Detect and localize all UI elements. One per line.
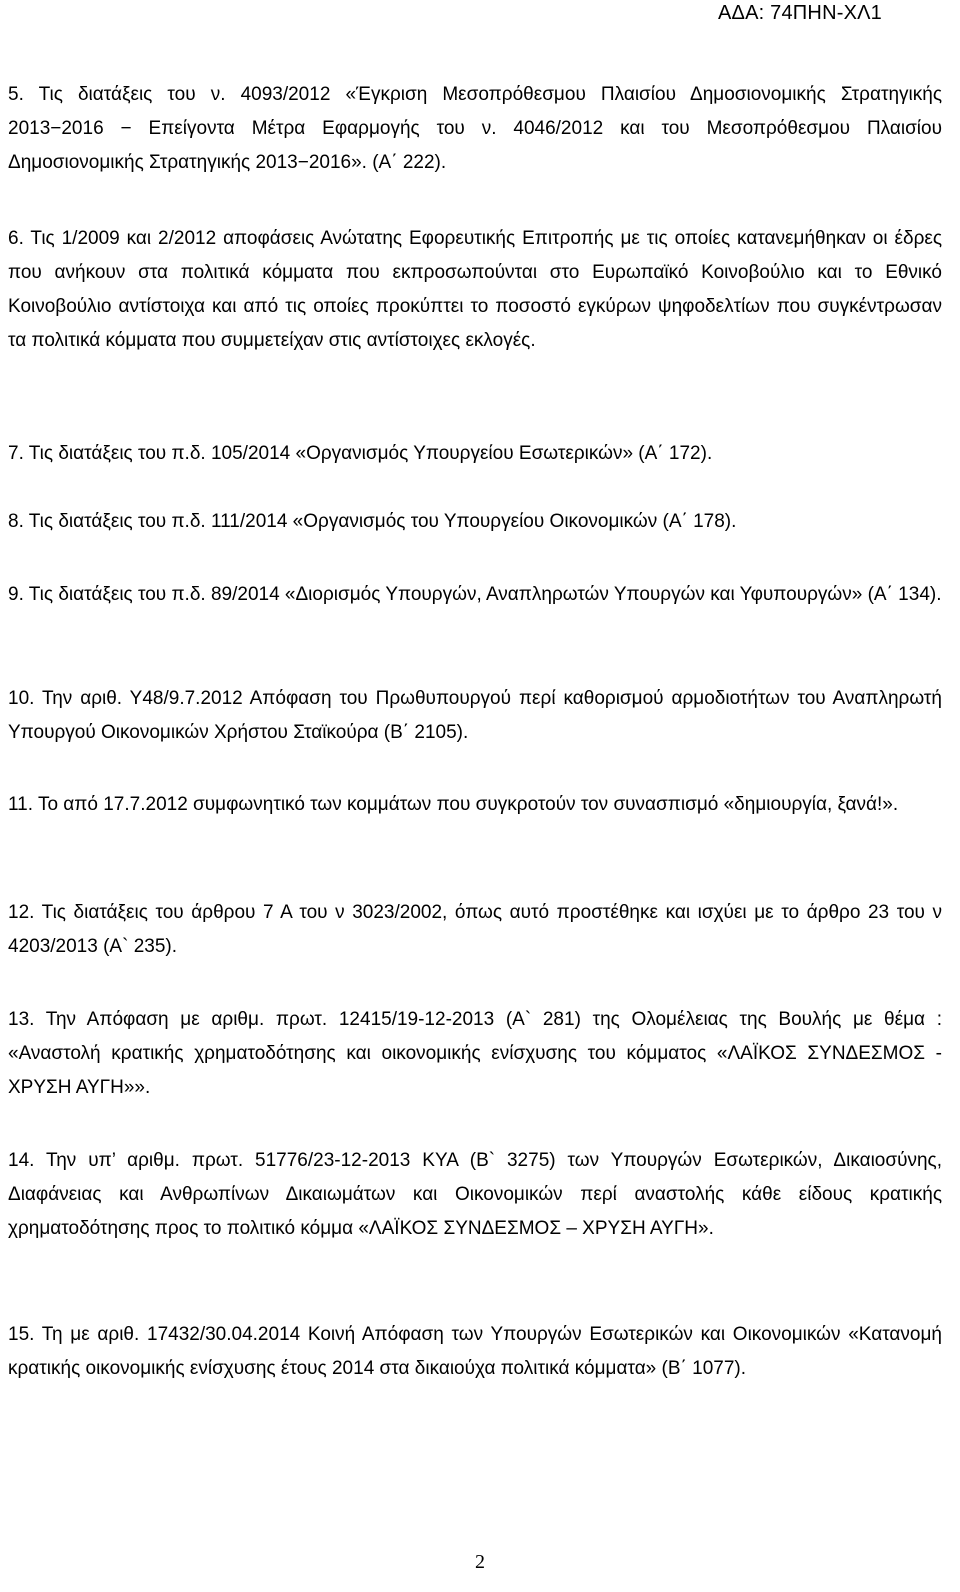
paragraph-10: 10. Την αριθ. Υ48/9.7.2012 Απόφαση του Πρωθυπουργού περί καθορισμού αρμοδιοτήτων του Αναπληρωτή Υπουργού Οικονομικών Χρήστου Σταϊκούρα (Β΄ 2105). xyxy=(8,688,942,743)
paragraph-5: 5. Τις διατάξεις του ν. 4093/2012 «Έγκριση Μεσοπρόθεσμου Πλαισίου Δημοσιονομικής Στρατηγικής 2013−2016 − Επείγοντα Μέτρα Εφαρμογής του ν. 4046/2012 και του Μεσοπρόθεσμου Πλαισίου Δημοσιονομικής Στρατηγικής 2013−2016». (Α΄ 222). xyxy=(8,84,942,173)
paragraph-14: 14. Την υπ’ αριθμ. πρωτ. 51776/23-12-2013 ΚΥΑ (Β` 3275) των Υπουργών Εσωτερικών, Δικαιοσύνης, Διαφάνειας και Ανθρωπίνων Δικαιωμάτων και Οικονομικών περί αναστολής κάθε είδους κρατικής χρηματοδότησης προς το πολιτικό κόμμα «ΛΑΪΚΟΣ ΣΥΝΔΕΣΜΟΣ – ΧΡΥΣΗ ΑΥΓΗ». xyxy=(8,1150,942,1239)
document-id: ΑΔΑ: 74ΠΗΝ-ΧΛ1 xyxy=(717,2,882,24)
paragraph-11: 11. Το από 17.7.2012 συμφωνητικό των κομμάτων που συγκροτούν τον συνασπισμό «δημιουργία, ξανά!». xyxy=(8,794,899,815)
page-number: 2 xyxy=(475,1551,485,1573)
paragraph-8: 8. Τις διατάξεις του π.δ. 111/2014 «Οργανισμός του Υπουργείου Οικονομικών (Α΄ 178). xyxy=(8,511,737,532)
paragraph-6: 6. Τις 1/2009 και 2/2012 αποφάσεις Ανώτατης Εφορευτικής Επιτροπής με τις οποίες κατανεμήθηκαν οι έδρες που ανήκουν στα πολιτικά κόμματα που εκπροσωπούνται στο Ευρωπαϊκό Κοινοβούλιο και το Εθνικό Κοινοβούλιο αντίστοιχα και από τις οποίες προκύπτει το ποσοστό εγκύρων ψηφοδελτίων που συγκέντρωσαν τα πολιτικά κόμματα που συμμετείχαν στις αντίστοιχες εκλογές. xyxy=(8,228,942,351)
paragraph-7: 7. Τις διατάξεις του π.δ. 105/2014 «Οργανισμός Υπουργείου Εσωτερικών» (Α΄ 172). xyxy=(8,443,713,464)
paragraph-9: 9. Τις διατάξεις του π.δ. 89/2014 «Διορισμός Υπουργών, Αναπληρωτών Υπουργών και Υφυπουργών» (Α΄ 134). xyxy=(8,584,942,605)
paragraph-12: 12. Τις διατάξεις του άρθρου 7 Α του ν 3023/2002, όπως αυτό προστέθηκε και ισχύει με το άρθρο 23 του ν 4203/2013 (Α` 235). xyxy=(8,902,942,957)
paragraph-15: 15. Τη με αριθ. 17432/30.04.2014 Κοινή Απόφαση των Υπουργών Εσωτερικών και Οικονομικών «Κατανομή κρατικής οικονομικής ενίσχυσης έτους 2014 στα δικαιούχα πολιτικά κόμματα» (Β΄ 1077). xyxy=(8,1324,942,1379)
paragraph-13: 13. Την Απόφαση με αριθμ. πρωτ. 12415/19-12-2013 (Α` 281) της Ολομέλειας της Βουλής με θέμα : «Αναστολή κρατικής χρηματοδότησης και οικονομικής ενίσχυσης του κόμματος «ΛΑΪΚΟΣ ΣΥΝΔΕΣΜΟΣ - ΧΡΥΣΗ ΑΥΓΗ»». xyxy=(8,1009,942,1098)
